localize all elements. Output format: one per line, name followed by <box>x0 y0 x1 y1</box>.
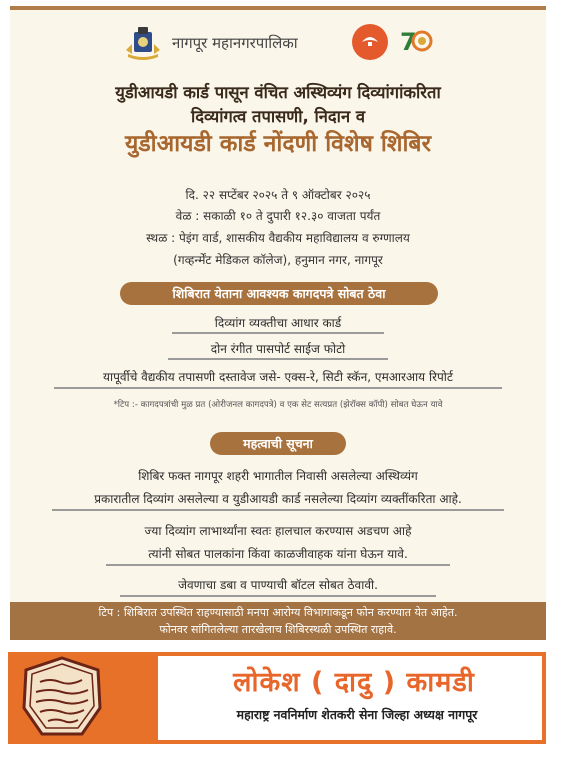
brand-mark-icon <box>352 24 388 60</box>
event-date: दि. २२ सप्टेंबर २०२५ ते ९ ऑक्टोबर २०२५ <box>185 188 371 202</box>
divider <box>106 564 450 566</box>
event-venue-line-2: (गव्हर्न्मेंट मेडिकल कॉलेज), हनुमान नगर, नागपूर <box>173 253 383 267</box>
header <box>10 20 546 66</box>
anniversary-75-logo-icon <box>396 20 436 66</box>
nagpur-brand-logo-icon <box>352 24 388 60</box>
document-item-photo: दोन रंगीत पासपोर्ट साईज फोटो <box>210 342 346 356</box>
divider <box>168 358 388 360</box>
poster <box>10 6 546 640</box>
notice-2-line-2: त्यांनी सोबत पालकांना किंवा काळजीवाहक यांना घेऊन यावे. <box>148 547 408 561</box>
notice-1-line-1: शिबिर फक्त नागपूर शहरी भागातील निवासी असलेल्या अस्थिव्यंग <box>138 469 418 483</box>
notice-1-line-2: प्रकारातील दिव्यांग असलेल्या व युडीआयडी कार्ड नसलेल्या दिव्यांग व्यक्तींकरिता आहे. <box>94 492 462 506</box>
documents-heading: शिबिरात येताना आवश्यक कागदपत्रे सोबत ठेवा <box>120 282 438 305</box>
title-line-2: दिव्यांगत्व तपासणी, निदान व <box>190 107 366 126</box>
royal-seal-icon <box>20 656 104 740</box>
corporation-emblem-icon <box>124 24 162 62</box>
sponsor-role: महाराष्ट्र नवनिर्माण शेतकरी सेना जिल्हा अध्यक्ष नागपूर <box>236 707 478 722</box>
notice-2-line-1: ज्या दिव्यांग लाभार्थ्यांना स्वतः हालचाल करण्यास अडचण आहे <box>144 524 412 538</box>
divider <box>54 387 502 389</box>
document-item-medical-reports: यापूर्वीचे वैद्यकीय तपासणी दस्तावेज जसे- एक्स-रे, सिटी स्कॅन, एमआरआय रिपोर्ट <box>103 370 453 384</box>
footer-note-line-2: फोनवर सांगितलेल्या तारखेलाच शिबिरस्थळी उपस्थित राहावे. <box>159 623 397 636</box>
notice-3: जेवणाचा डबा व पाण्याची बॉटल सोबत ठेवावी. <box>178 578 378 592</box>
title-main: युडीआयडी कार्ड नोंदणी विशेष शिबिर <box>125 131 431 157</box>
sponsor-name: लोकेश ( दादु ) कामडी <box>233 667 475 698</box>
footer-note-line-1: टिप : शिबिरात उपस्थित राहण्यासाठी मनपा आरोग्य विभागाकडून फोन करण्यात येत आहेत. <box>98 606 458 619</box>
corporation-name: नागपूर महानगरपालिका <box>172 34 298 52</box>
sponsor-banner <box>8 652 546 744</box>
top-border <box>10 6 546 10</box>
title-line-1: युडीआयडी कार्ड पासून वंचित अस्थिव्यंग दिव्यांगांकरिता <box>115 83 441 102</box>
divider <box>120 595 436 597</box>
event-time: वेळ : सकाळी १० ते दुपारी १२.३० वाजता पर्यंत <box>175 209 381 223</box>
banner-underline <box>168 740 544 743</box>
divider <box>172 332 384 334</box>
divider <box>52 509 504 511</box>
documents-note: *टिप :- कागदपत्रांची मुळ प्रत (ओरीजनल कागदपत्रे) व एक सेट सत्यप्रत (झेरॉक्स कॉपी) सोबत घेऊन यावे <box>113 400 443 410</box>
footer-note <box>10 602 546 640</box>
document-item-aadhaar: दिव्यांग व्यक्तीचा आधार कार्ड <box>214 316 342 330</box>
notices-heading: महत्वाची सूचना <box>210 432 346 455</box>
event-venue-line-1: स्थळ : पेइंग वार्ड, शासकीय वैद्यकीय महाविद्यालय व रुग्णालय <box>146 231 410 245</box>
svg-text:7: 7 <box>400 28 417 56</box>
